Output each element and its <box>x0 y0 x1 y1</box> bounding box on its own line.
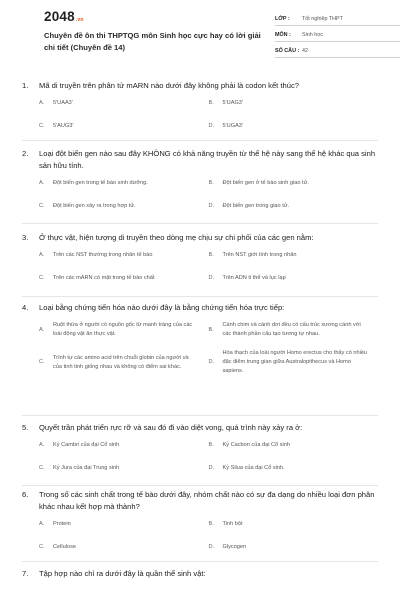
document-meta <box>275 12 400 60</box>
option-text: 5'UGA3' <box>222 123 243 129</box>
option-a[interactable] <box>39 321 209 339</box>
meta-row-subject <box>275 28 400 42</box>
option-letter: B. <box>208 326 214 333</box>
question-number: 2. <box>22 149 29 158</box>
option-letter: A. <box>39 252 45 258</box>
option-letter: A. <box>39 442 45 448</box>
question-number: 3. <box>22 233 29 242</box>
question-text: Mã di truyền trên phân tử mARN nào dưới đây không phải là codon kết thúc? <box>39 81 299 90</box>
option-letter: A. <box>39 100 45 106</box>
option-letter: D. <box>208 275 215 281</box>
question-stem <box>22 80 378 92</box>
option-text: Đột biến gen trong giao tử. <box>222 203 290 209</box>
option-letter: B. <box>208 100 214 106</box>
option-letter: D. <box>208 203 215 209</box>
question-6 <box>22 489 378 562</box>
answer-options <box>39 520 378 552</box>
option-d[interactable] <box>209 349 379 376</box>
question-stem <box>22 489 378 513</box>
question-number: 5. <box>22 423 29 432</box>
question-number: 7. <box>22 569 29 578</box>
question-number: 4. <box>22 303 29 312</box>
answer-options <box>39 321 378 376</box>
option-text: Kỷ Jura của đại Trung sinh <box>53 465 120 471</box>
option-c[interactable] <box>39 202 209 211</box>
option-letter: D. <box>208 465 215 471</box>
meta-row-class <box>275 12 400 26</box>
option-b[interactable] <box>209 179 379 188</box>
question-text: Loại bằng chứng tiến hóa nào dưới đây là bằng chứng tiến hóa trực tiếp: <box>39 303 285 312</box>
option-c[interactable] <box>39 464 209 473</box>
option-text: Đột biến gen ở tế bào sinh giao tử. <box>222 180 309 186</box>
question-4 <box>22 302 378 416</box>
option-text: Đột biến gen xảy ra trong hợp tử. <box>53 203 136 209</box>
option-letter: C. <box>39 123 45 129</box>
option-d[interactable] <box>209 274 379 283</box>
meta-key: LỚP : <box>275 15 290 22</box>
meta-key: MÔN : <box>275 31 291 38</box>
option-text: Trên NST giới tính trong nhân <box>222 252 297 258</box>
question-3 <box>22 232 378 297</box>
question-stem <box>22 568 378 580</box>
option-a[interactable] <box>39 99 209 108</box>
question-number: 6. <box>22 490 29 499</box>
meta-value: 42 <box>302 47 308 54</box>
option-text: Đột biến gen trong tế bào sinh dưỡng. <box>53 180 148 186</box>
option-text: Trên các NST thường trong nhân tế bào <box>53 252 153 258</box>
option-text: Trên ADN ti thể và lục lạp <box>222 275 286 281</box>
option-letter: D. <box>208 123 215 129</box>
question-text: Loại đột biến gen nào sau đây KHÔNG có khả năng truyền từ thế hệ này sang thế hệ khác qua sinh sản hữu tính. <box>39 149 376 170</box>
option-c[interactable] <box>39 274 209 283</box>
option-text: Cánh chim và cánh dơi đều có cấu trúc xương cánh với các thành phần cấu tạo tương tự nhau. <box>222 322 361 337</box>
question-text: Ở thực vật, hiện tượng di truyền theo dòng mẹ chịu sự chi phối của các gen nằm: <box>39 233 314 242</box>
option-text: 5'UAA3' <box>53 100 73 106</box>
option-letter: C. <box>39 359 45 365</box>
option-letter: B. <box>208 442 214 448</box>
option-a[interactable] <box>39 179 209 188</box>
meta-value: Tốt nghiệp THPT <box>302 15 343 22</box>
option-text: Hóa thạch của loài người Homo erectus cho thấy có nhiều đặc điểm trung gian giữa Australopithecus và Homo sapiens. <box>222 350 368 374</box>
option-a[interactable] <box>39 251 209 260</box>
option-letter: B. <box>208 180 214 186</box>
question-text: Trong số các sinh chất trong tế bào dưới đây, nhóm chất nào có sự đa dạng do nhiều loại đơn phân khác nhau kết hợp mà thành? <box>39 490 375 511</box>
question-1 <box>22 80 378 141</box>
question-stem <box>22 232 378 244</box>
option-a[interactable] <box>39 520 209 529</box>
option-d[interactable] <box>209 464 379 473</box>
option-d[interactable] <box>209 202 379 211</box>
document-header <box>22 0 378 75</box>
option-letter: A. <box>39 180 45 186</box>
option-text: Trên các mARN có mặt trong tế bào chất <box>53 275 155 281</box>
option-c[interactable] <box>39 543 209 552</box>
option-text: 5'AUG3' <box>53 123 74 129</box>
option-text: Kỷ Silua của đại Cổ sinh. <box>222 465 285 471</box>
document-title: Chuyên đề ôn thi THPTQG môn Sinh học cực hay có lời giải chi tiết (Chuyên đề 14) <box>44 31 261 52</box>
option-letter: B. <box>208 521 214 527</box>
option-letter: C. <box>39 203 45 209</box>
answer-options <box>39 441 378 473</box>
question-stem <box>22 422 378 434</box>
option-text: Protein <box>53 521 71 527</box>
question-text: Quyết trần phát triển rực rỡ và sau đó đi vào diệt vong, quá trình này xảy ra ở: <box>39 423 303 432</box>
option-letter: A. <box>39 326 45 333</box>
option-text: Cellulose <box>53 544 77 550</box>
option-c[interactable] <box>39 349 209 376</box>
site-logo[interactable] <box>44 9 84 24</box>
option-text: Ruột thừa ở người có nguồn gốc từ manh tràng của các loài động vật ăn thực vật. <box>53 322 193 337</box>
question-stem <box>22 148 378 172</box>
option-b[interactable] <box>209 99 379 108</box>
option-d[interactable] <box>209 122 379 131</box>
answer-options <box>39 99 378 131</box>
logo-suffix: .vn <box>75 17 84 23</box>
answer-options <box>39 251 378 283</box>
option-letter: D. <box>208 359 215 365</box>
option-letter: C. <box>39 544 45 550</box>
option-b[interactable] <box>209 520 379 529</box>
option-text: Kỷ Cacbon của đại Cổ sinh <box>222 442 290 448</box>
option-letter: C. <box>39 465 45 471</box>
question-stem <box>22 302 378 314</box>
option-b[interactable] <box>209 321 379 339</box>
option-text: Tinh bột <box>222 521 243 527</box>
meta-value: Sinh học <box>302 31 323 38</box>
option-text: Trình tự các amino acid trên chuỗi globin của người và của tinh tinh giống nhau và không có điểm sai khác. <box>53 354 189 370</box>
option-d[interactable] <box>209 543 379 552</box>
option-b[interactable] <box>209 441 379 450</box>
question-7 <box>22 568 378 598</box>
option-text: 5'UAG3' <box>222 100 243 106</box>
option-text: Glycogen <box>222 544 247 550</box>
option-a[interactable] <box>39 441 209 450</box>
option-c[interactable] <box>39 122 209 131</box>
meta-row-question-count <box>275 44 400 58</box>
option-letter: B. <box>208 252 214 258</box>
option-letter: A. <box>39 521 45 527</box>
answer-options <box>39 179 378 211</box>
option-letter: C. <box>39 275 45 281</box>
question-2 <box>22 148 378 224</box>
meta-key: SỐ CÂU : <box>275 47 300 54</box>
question-5 <box>22 422 378 486</box>
logo-text: 2048 <box>44 9 75 24</box>
question-text: Tập hợp nào chỉ ra dưới đây là quần thể sinh vật: <box>39 569 206 578</box>
option-b[interactable] <box>209 251 379 260</box>
option-text: Kỷ Cambri của đại Cổ sinh <box>53 442 120 448</box>
question-number: 1. <box>22 81 29 90</box>
option-letter: D. <box>208 544 215 550</box>
